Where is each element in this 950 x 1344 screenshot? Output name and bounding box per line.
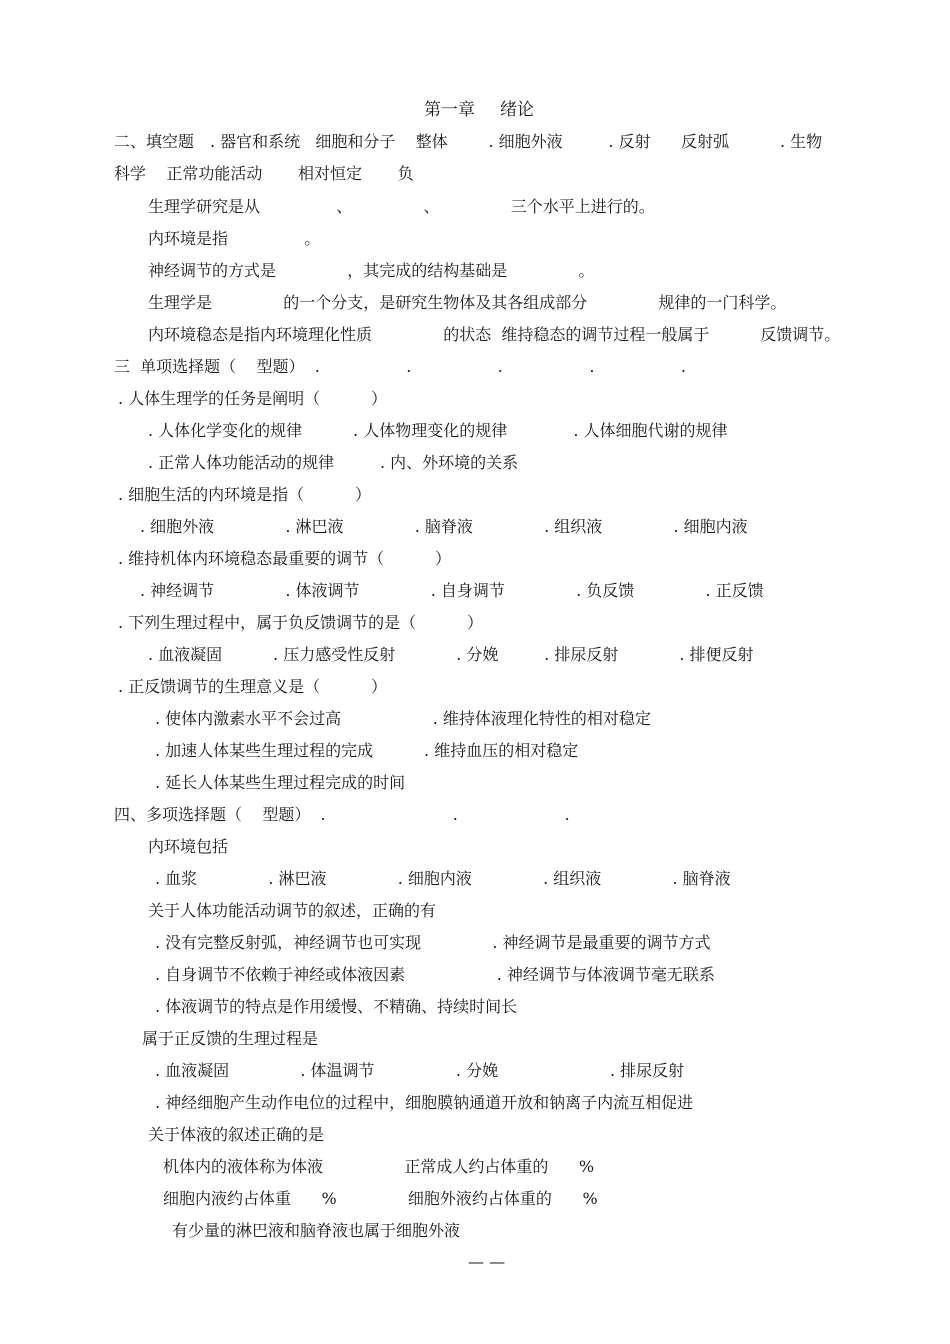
section-4-question-4: 关于体液的叙述正确的是 — [148, 1125, 325, 1144]
section-3-question-3-options: . 神经调节 . 体液调节 . 自身调节 . 负反馈 . 正反馈 — [140, 581, 764, 600]
section-3-question-1-options-b: . 正常人体功能活动的规律 . 内、外环境的关系 — [148, 453, 519, 472]
section-3-heading: 三 单项选择题（ 型题） . . . . . — [114, 357, 686, 376]
section-4-question-4-option-1: 机体内的液体称为体液 正常成人约占体重的 % — [163, 1157, 595, 1176]
section-3-question-1-options-a: . 人体化学变化的规律 . 人体物理变化的规律 . 人体细胞代谢的规律 — [148, 421, 728, 440]
section-4-question-4-option-3: 有少量的淋巴液和脑脊液也属于细胞外液 — [172, 1221, 461, 1240]
section-2-question-5: 内环境稳态是指内环境理化性质 的状态 维持稳态的调节过程一般属于 反馈调节。 — [148, 325, 841, 344]
section-3-question-1: . 人体生理学的任务是阐明（ ） — [118, 389, 388, 408]
section-3-question-5-option-3: . 延长人体某些生理过程完成的时间 — [155, 773, 406, 792]
section-3-question-4-options: . 血液凝固 . 压力感受性反射 . 分娩 . 排尿反射 . 排便反射 — [148, 645, 754, 664]
section-3-question-2: . 细胞生活的内环境是指（ ） — [118, 485, 372, 504]
section-2-answers-line2: 科学 正常功能活动 相对恒定 负 — [114, 164, 414, 183]
section-2-question-3: 神经调节的方式是 ，其完成的结构基础是 。 — [148, 261, 595, 280]
section-4-question-2-option-1: . 没有完整反射弧，神经调节也可实现 . 神经调节是最重要的调节方式 — [155, 933, 711, 952]
page-marker: — — — [468, 1252, 506, 1271]
section-3-question-3: . 维持机体内环境稳态最重要的调节（ ） — [118, 549, 452, 568]
chapter-name: 绪论 — [500, 100, 534, 120]
section-3-question-5-option-2: . 加速人体某些生理过程的完成 . 维持血压的相对稳定 — [155, 741, 579, 760]
chapter-label: 第一章 — [424, 100, 475, 120]
section-4-heading: 四、多项选择题（ 型题） . . . — [114, 805, 570, 824]
section-4-question-4-option-2: 细胞内液约占体重 % 细胞外液约占体重的 % — [163, 1189, 598, 1208]
section-2-question-2: 内环境是指 。 — [148, 229, 321, 248]
section-4-question-1-options: . 血浆 . 淋巴液 . 细胞内液 . 组织液 . 脑脊液 — [155, 869, 731, 888]
section-3-question-5-option-1: . 使体内激素水平不会过高 . 维持体液理化特性的相对稳定 — [155, 709, 651, 728]
section-2-answers-line1: . 器官和系统 细胞和分子 整体 . 细胞外液 . 反射 反射弧 . 生物 — [210, 132, 823, 151]
section-2-question-4: 生理学是 的一个分支，是研究生物体及其各组成部分 规律的一门科学。 — [148, 293, 787, 312]
section-4-question-1: 内环境包括 — [148, 837, 229, 856]
section-3-question-2-options: . 细胞外液 . 淋巴液 . 脑脊液 . 组织液 . 细胞内液 — [140, 517, 748, 536]
section-2-heading: 二、填空题 — [114, 132, 195, 151]
section-3-question-4: . 下列生理过程中，属于负反馈调节的是（ ） — [118, 613, 484, 632]
section-3-question-5: . 正反馈调节的生理意义是（ ） — [118, 677, 388, 696]
section-4-question-3: 属于正反馈的生理过程是 — [142, 1029, 319, 1048]
section-4-question-2-option-2: . 自身调节不依赖于神经或体液因素 . 神经调节与体液调节毫无联系 — [155, 965, 715, 984]
section-4-question-2-option-3: . 体液调节的特点是作用缓慢、不精确、持续时间长 — [155, 997, 518, 1016]
section-4-question-3-options: . 血液凝固 . 体温调节 . 分娩 . 排尿反射 — [155, 1061, 685, 1080]
section-4-question-3-option-5: . 神经细胞产生动作电位的过程中，细胞膜钠通道开放和钠离子内流互相促进 — [155, 1093, 694, 1112]
section-2-question-1: 生理学研究是从 、 、 三个水平上进行的。 — [148, 197, 655, 216]
section-4-question-2: 关于人体功能活动调节的叙述，正确的有 — [148, 901, 437, 920]
